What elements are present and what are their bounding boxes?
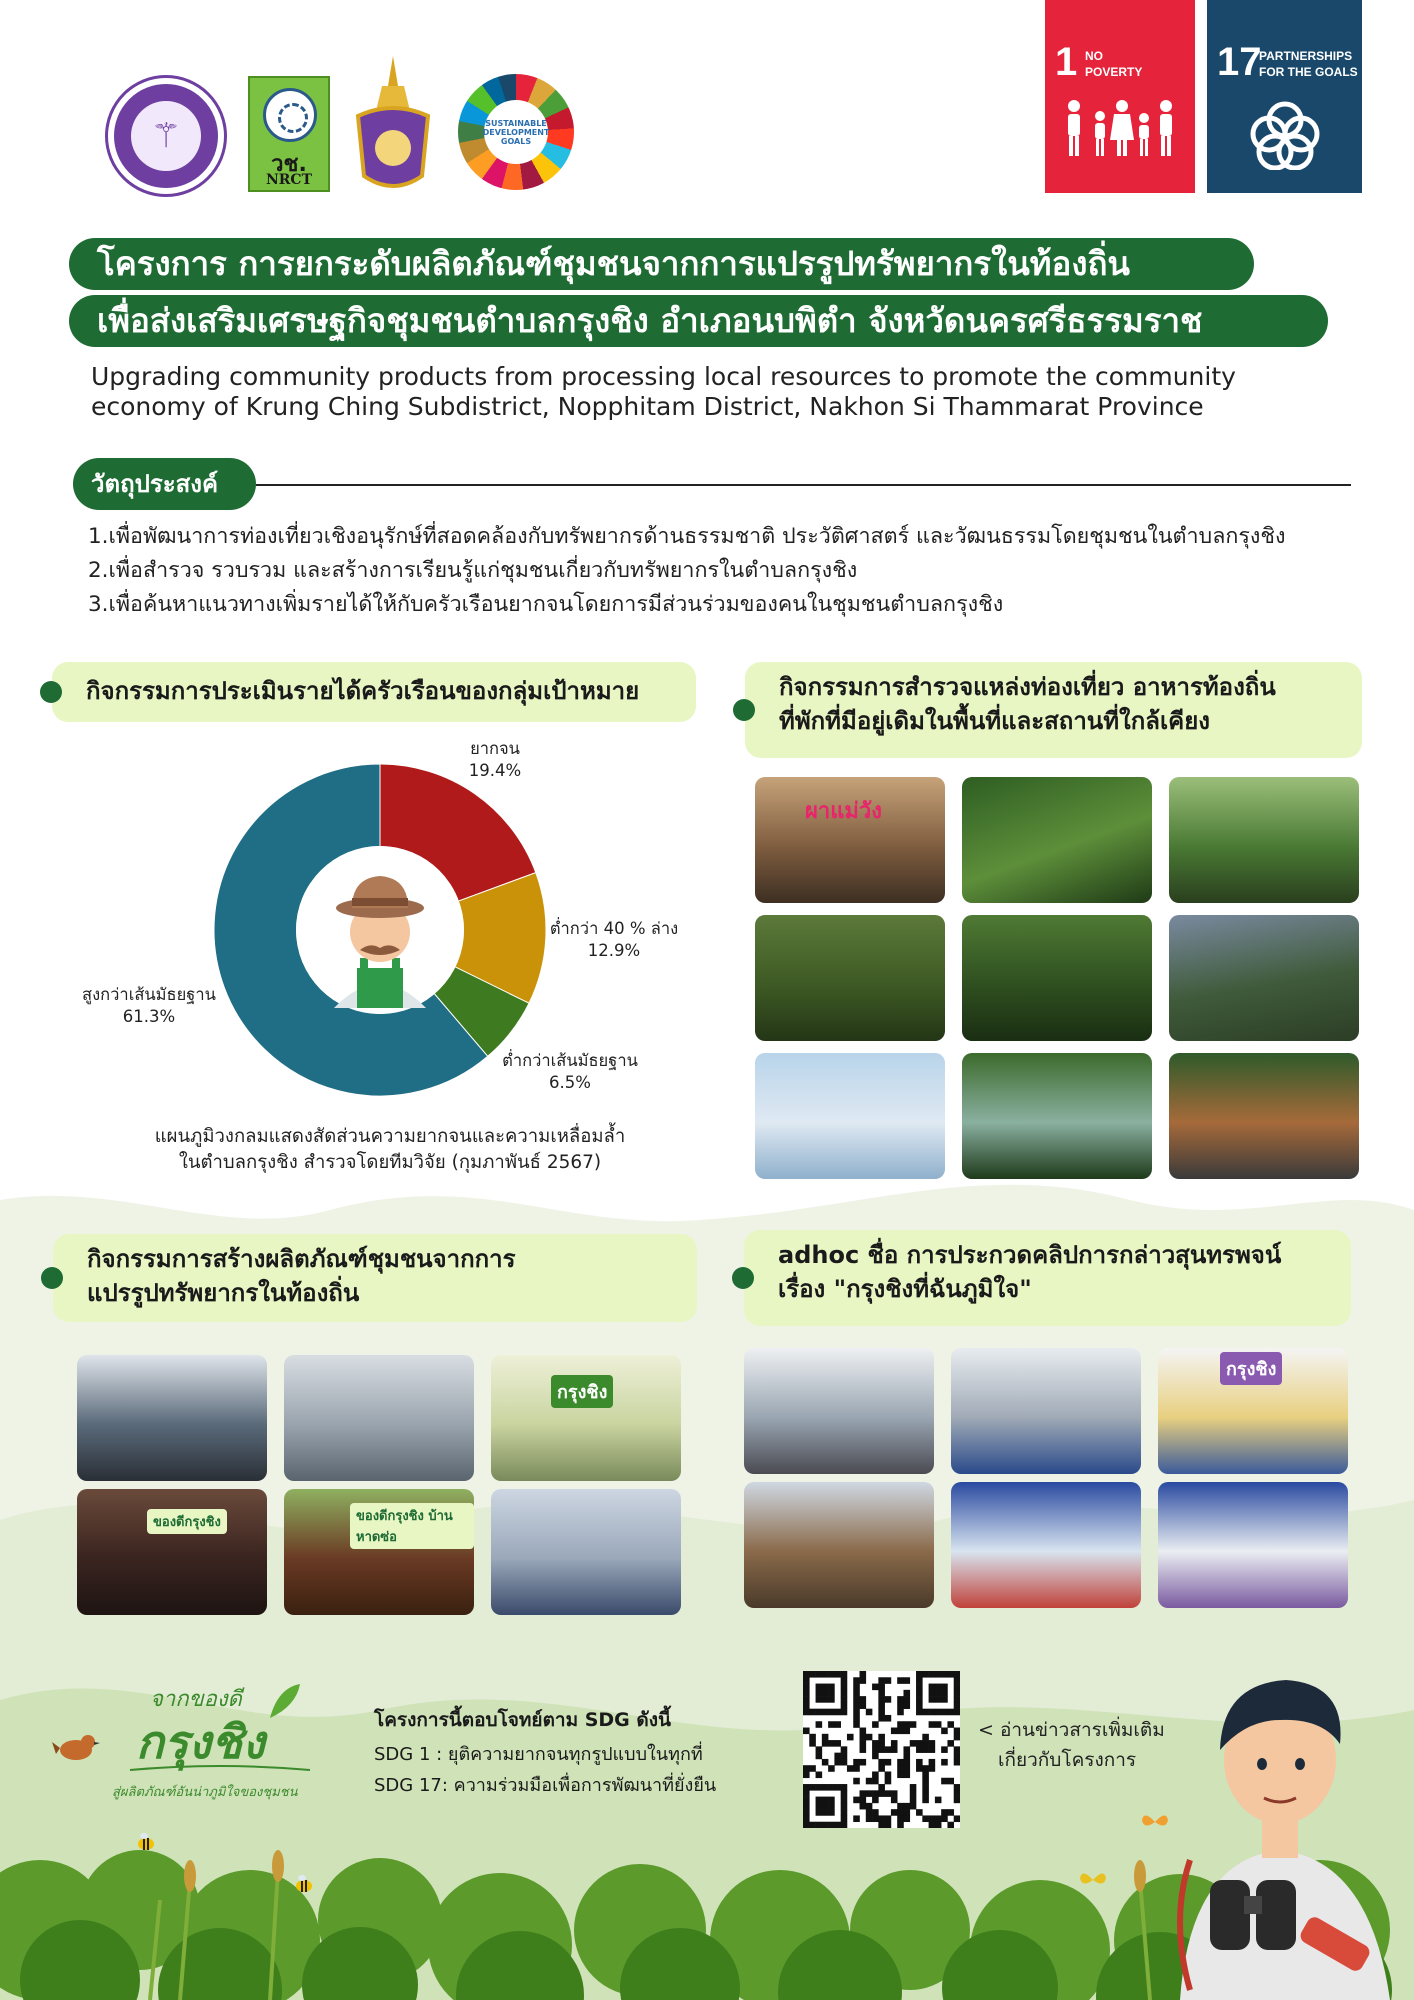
activity-photo — [755, 1053, 945, 1179]
section-income-title: กิจกรรมการประเมินรายได้ครัวเรือนของกลุ่มเป้าหมาย — [86, 677, 640, 705]
photo-sign-text: ผาแม่วัง — [805, 799, 883, 824]
sdg17-number: 17 — [1217, 40, 1262, 84]
poverty-donut-chart — [210, 760, 550, 1100]
section-survey-title-line1: กิจกรรมการสำรวจแหล่งท่องเที่ยว อาหารท้องถิ่น — [779, 673, 1276, 701]
flower-rings-icon — [1207, 100, 1362, 170]
university-logo: ⚚ — [108, 78, 224, 194]
family-icon — [1045, 100, 1195, 158]
sdg1-title: NO POVERTY — [1085, 49, 1143, 79]
sdg17-card — [1207, 0, 1362, 193]
objectives-heading: วัตถุประสงค์ — [73, 458, 256, 510]
photo-sign-text: กรุงชิง — [551, 1375, 613, 1408]
activity-photo — [491, 1355, 681, 1481]
section-survey-title-line2: ที่พักที่มีอยู่เดิมในพื้นที่และสถานที่ใกล้เคียง — [779, 707, 1211, 735]
objectives-list — [88, 520, 1388, 622]
activity-photo — [1158, 1482, 1348, 1608]
section-tourism-survey — [745, 662, 1362, 758]
pie-label-above-median: สูงกว่าเส้นมัธยฐาน 61.3% — [82, 985, 216, 1026]
activity-photo — [284, 1489, 474, 1615]
section-products-title-line2: แปรรูปทรัพยากรในท้องถิ่น — [87, 1279, 360, 1307]
sdg17-title: PARTNERSHIPS FOR THE GOALS — [1259, 49, 1358, 79]
activity-photo — [744, 1348, 934, 1474]
sdg1-number: 1 — [1055, 40, 1078, 84]
activity-photo — [1169, 915, 1359, 1041]
nrct-logo-thai-text: วช. — [271, 152, 307, 177]
footer-sdg1-line: SDG 1 : ยุติความยากจนทุกรูปแบบในทุกที่ — [374, 1744, 703, 1765]
title-banner-line1: โครงการ การยกระดับผลิตภัณฑ์ชุมชนจากการแปรรูปทรัพยากรในท้องถิ่น — [69, 238, 1254, 290]
activity-photo — [77, 1489, 267, 1615]
activity-photo — [962, 915, 1152, 1041]
photo-sign-text: ของดีกรุงชิง บ้านหาดซ่อ — [350, 1503, 474, 1549]
leaf-icon — [270, 1684, 300, 1718]
krungching-brand-logo — [100, 1678, 340, 1808]
activity-photo — [755, 777, 945, 903]
read-more-line2: เกี่ยวกับโครงการ — [998, 1749, 1137, 1771]
bee-icon — [134, 1832, 158, 1852]
bullet-dot — [733, 699, 755, 721]
objective-item: 3.เพื่อค้นหาแนวทางเพิ่มรายได้ให้กับครัวเรือนยากจนโดยการมีส่วนร่วมของคนในชุมชนตำบลกรุงชิง — [88, 592, 1004, 617]
section-adhoc-title-line1: adhoc ชื่อ การประกวดคลิปการกล่าวสุนทรพจน์ — [778, 1241, 1282, 1269]
english-subtitle — [91, 362, 1331, 422]
footer-sdg17-line: SDG 17: ความร่วมมือเพื่อการพัฒนาที่ยั่งยืน — [374, 1775, 717, 1796]
sdg-wheel-logo — [458, 74, 574, 190]
bullet-dot — [41, 1267, 63, 1289]
objectives-divider — [256, 484, 1351, 486]
brand-top-text: จากของดี — [150, 1687, 242, 1712]
read-more-text — [978, 1715, 1165, 1775]
activity-photo — [962, 1053, 1152, 1179]
farmer-avatar-icon — [296, 846, 464, 1014]
bird-icon — [52, 1728, 100, 1768]
nrct-logo — [248, 76, 330, 192]
section-income-assessment — [52, 662, 696, 722]
qr-code[interactable] — [803, 1671, 960, 1828]
section-community-products — [53, 1234, 697, 1322]
bullet-dot — [732, 1267, 754, 1289]
pie-label-below-median: ต่ำกว่าเส้นมัธยฐาน 6.5% — [502, 1051, 638, 1092]
photo-sign-text: ของดีกรุงชิง — [147, 1509, 227, 1534]
sdg-wheel-text: SUSTAINABLE DEVELOPMENT GOALS — [484, 100, 548, 164]
butterfly-icon — [1078, 1868, 1108, 1892]
title-banner-line2: เพื่อส่งเสริมเศรษฐกิจชุมชนตำบลกรุงชิง อำเภอนบพิตำ จังหวัดนครศรีธรรมราช — [69, 295, 1328, 347]
chart-caption: แผนภูมิวงกลมแสดงสัดส่วนความยากจนและความเหลื่อมล้ำ ในตำบลกรุงชิง สำรวจโดยทีมวิจัย (กุมภาพันธ์ 2567) — [154, 1126, 626, 1173]
nrct-logo-english-text: NRCT — [266, 172, 312, 188]
footer-sdg-title: โครงการนี้ตอบโจทย์ตาม SDG ดังนี้ — [374, 1709, 671, 1731]
brand-tagline: สู่ผลิตภัณฑ์อันน่าภูมิใจของชุมชน — [112, 1785, 298, 1800]
english-subtitle-line2: economy of Krung Ching Subdistrict, Nopphitam District, Nakhon Si Thammarat Province — [91, 392, 1204, 421]
activity-photo — [951, 1482, 1141, 1608]
explorer-illustration — [1150, 1660, 1414, 2000]
section-adhoc-title-line2: เรื่อง "กรุงชิงที่ฉันภูมิใจ" — [778, 1275, 1032, 1303]
butterfly-icon — [1140, 1810, 1170, 1834]
pie-label-below40: ต่ำกว่า 40 % ล่าง 12.9% — [549, 919, 679, 960]
activity-photo — [755, 915, 945, 1041]
english-subtitle-line1: Upgrading community products from processing local resources to promote the community — [91, 362, 1236, 391]
activity-photo — [77, 1355, 267, 1481]
activity-photo — [1158, 1348, 1348, 1474]
activity-photo — [1169, 1053, 1359, 1179]
brand-main-text: กรุงชิง — [136, 1715, 265, 1769]
read-more-line1: < อ่านข่าวสารเพิ่มเติม — [978, 1719, 1165, 1741]
objective-item: 1.เพื่อพัฒนาการท่องเที่ยวเชิงอนุรักษ์ที่สอดคล้องกับทรัพยากรด้านธรรมชาติ ประวัติศาสตร์ และวัฒนธรรมโดยชุมชนในตำบลกรุงชิง — [88, 524, 1286, 549]
photo-sign-text: กรุงชิง — [1220, 1352, 1282, 1385]
activity-photo — [1169, 777, 1359, 903]
activity-photo — [962, 777, 1152, 903]
section-speech-contest — [744, 1230, 1351, 1326]
sdg1-card — [1045, 0, 1195, 193]
pie-label-poor: ยากจน 19.4% — [468, 739, 522, 780]
bee-icon — [292, 1874, 316, 1894]
bullet-dot — [40, 681, 62, 703]
objective-item: 2.เพื่อสำรวจ รวบรวม และสร้างการเรียนรู้แก่ชุมชนเกี่ยวกับทรัพยากรในตำบลกรุงชิง — [88, 558, 858, 583]
section-products-title-line1: กิจกรรมการสร้างผลิตภัณฑ์ชุมชนจากการ — [87, 1245, 516, 1273]
activity-photo — [951, 1348, 1141, 1474]
activity-photo — [491, 1489, 681, 1615]
activity-photo — [744, 1482, 934, 1608]
royal-emblem-logo — [352, 56, 434, 196]
activity-photo — [284, 1355, 474, 1481]
